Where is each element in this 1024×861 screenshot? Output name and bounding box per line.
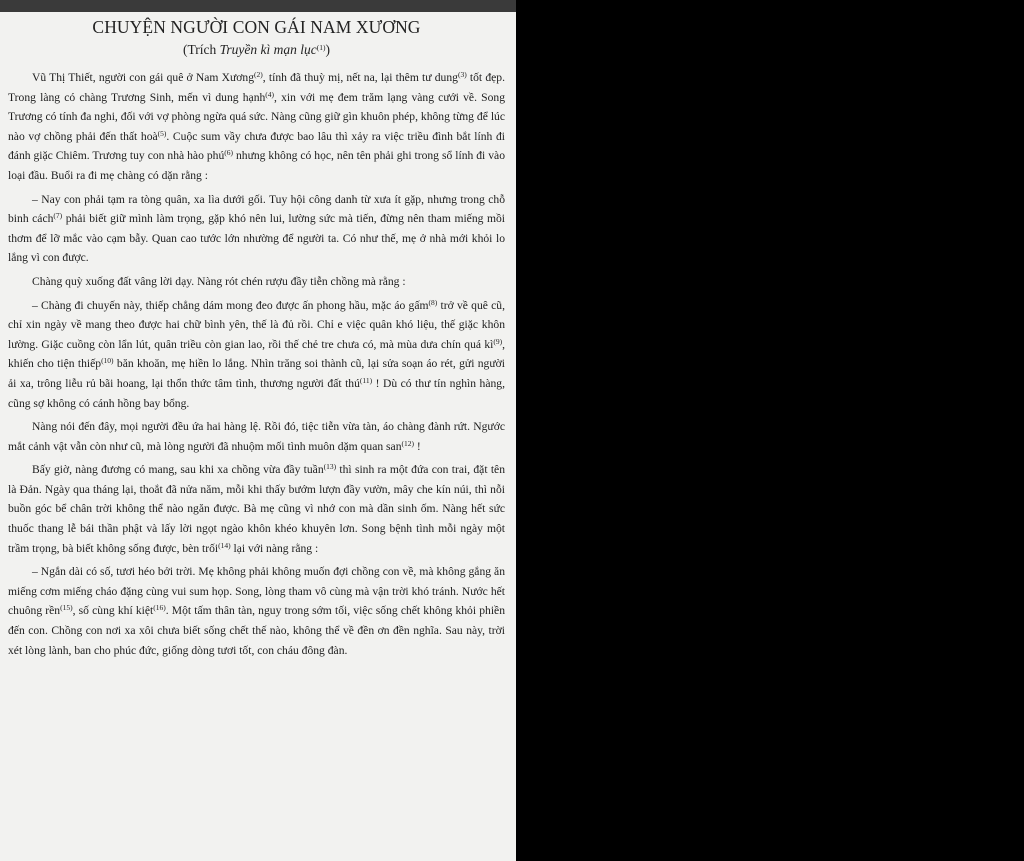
text-run: trở về quê cũ, chỉ xin ngày về mang theo được hai chữ bình yên, thế là đủ rồi. Chỉ e việc quân khó liệu, thế giặc khôn lường. Giặc cuồng còn lẩn lút, quân triều còn gian lao, rồi thế chẻ tre chưa có, mà mùa dưa chín quá kì	[8, 298, 505, 351]
subtitle-prefix: (Trích	[182, 42, 220, 57]
footnote-marker: (5)	[157, 128, 167, 138]
footnote-marker: (15)	[60, 603, 73, 613]
text-run: thì sinh ra một đứa con trai, đặt tên là Đản. Ngày qua tháng lại, thoắt đã nửa năm, mỗi khi thấy bướm lượn đầy vườn, mây che kín núi, thì nỗi buồn góc bể chân trời không thể nào ngăn được. Bà mẹ cũng vì nhớ con mà dần sinh ốm. Nàng hết sức thuốc thang lễ bái thần phật và lấy lời ngọt ngào khôn khéo khuyên lơn. Song bệnh tình mỗi ngày một trầm trọng, bà biết không sống được, bèn trối	[8, 463, 505, 555]
footnote-marker: (12)	[401, 438, 414, 448]
text-run: nhưng không có học, nên tên phải ghi trong sổ lính đi vào loại đầu. Buổi ra đi mẹ chàng có dặn rằng :	[8, 149, 505, 182]
text-run: – Ngắn dài có số, tươi héo bởi trời. Mẹ không phải không muốn đợi chồng con về, mà không gắng ăn miếng cơm miếng cháo đặng cùng vui sum họp. Song, lòng tham vô cùng mà vận trời khó tránh. Nước hết chuông rền	[8, 565, 505, 618]
text-run: Nàng nói đến đây, mọi người đều ứa hai hàng lệ. Rồi đó, tiệc tiễn vừa tàn, áo chàng đành rứt. Ngước mắt cảnh vật vẫn còn như cũ, mà lòng người đã nhuộm mối tình muôn dặm quan san	[8, 420, 505, 453]
top-edge-bar	[0, 0, 516, 12]
paragraph	[8, 190, 505, 268]
black-background-area	[516, 0, 1024, 861]
paragraph	[8, 296, 505, 414]
text-run: , khiến cho tiện thiếp	[8, 337, 505, 371]
text-run: – Nay con phải tạm ra tòng quân, xa lìa dưới gối. Tuy hội công danh từ xưa ít gặp, nhưng trong chỗ binh cách	[8, 192, 505, 226]
text-run: !	[414, 439, 421, 453]
text-run: . Cuộc sum vầy chưa được bao lâu thì xảy ra việc triều đình bắt lính đi đánh giặc Chiêm. Trương tuy con nhà hào phú	[8, 129, 505, 163]
page-subtitle	[8, 41, 505, 59]
footnote-marker: (14)	[218, 540, 231, 550]
subtitle-italic: Truyền kì mạn lục	[219, 42, 317, 57]
text-run: lại với nàng rằng :	[230, 541, 319, 555]
text-run: Bấy giờ, nàng đương có mang, sau khi xa chồng vừa đầy tuần	[32, 463, 324, 477]
text-run: Vũ Thị Thiết, người con gái quê ở Nam Xương	[32, 71, 255, 84]
footnote-marker: (13)	[323, 462, 337, 472]
text-run: , xin với mẹ đem trăm lạng vàng cưới về. Song Trương có tính đa nghi, đối với vợ phòng ngừa quá sức. Nàng cũng giữ gìn khuôn phép, không từng để lúc nào vợ chồng phải đến thất hoà	[8, 90, 505, 143]
paragraph	[8, 460, 505, 558]
subtitle-suffix: )	[325, 42, 330, 57]
text-run: Chàng quỳ xuống đất vâng lời dạy. Nàng rót chén rượu đầy tiễn chồng mà rằng :	[32, 274, 406, 288]
text-run: băn khoăn, mẹ hiền lo lắng. Nhìn trăng soi thành cũ, lại sửa soạn áo rét, gửi người ải xa, trông liễu rủ bãi hoang, lại thổn thức tâm tình, thương người đất thú	[8, 357, 505, 390]
footnote-marker: (6)	[224, 148, 233, 158]
paragraph	[8, 417, 505, 456]
footnote-marker: (9)	[493, 336, 503, 346]
text-run: . Một tấm thân tàn, nguy trong sớm tối, việc sống chết không khỏi phiền đến con. Chồng con nơi xa xôi chưa biết sống chết thế nào, không thể về đền ơn đền nghĩa. Sau này, trời xét lòng lành, ban cho phúc đức, giống dòng tươi tốt, con cháu đông đàn.	[8, 604, 505, 657]
paragraph	[8, 68, 505, 186]
body-text	[8, 68, 505, 660]
subtitle-footnote-marker: (1)	[316, 43, 326, 52]
paragraph	[8, 272, 505, 292]
page-title: CHUYỆN NGƯỜI CON GÁI NAM XƯƠNG	[92, 17, 421, 37]
text-run: phải biết giữ mình làm trọng, gặp khó nên lui, lường sức mà tiến, đừng nên tham miếng mồi thơm để lỡ mắc vào cạm bẫy. Quan cao tước lớn nhường để người ta. Có như thế, mẹ ở nhà mới khỏi lo lắng vì con được.	[8, 212, 506, 265]
footnote-marker: (8)	[428, 297, 438, 307]
text-run: ! Dù có thư tín nghìn hàng, cũng sợ không có cánh hồng bay bổng.	[8, 376, 505, 410]
document-page	[0, 12, 516, 861]
footnote-marker: (2)	[254, 70, 263, 79]
footnote-marker: (4)	[265, 89, 275, 99]
footnote-marker: (7)	[53, 211, 63, 221]
text-run: – Chàng đi chuyến này, thiếp chẳng dám mong đeo được ấn phong hầu, mặc áo gấm	[32, 298, 429, 312]
footnote-marker: (11)	[359, 375, 373, 385]
footnote-marker: (10)	[101, 356, 114, 366]
text-run: , tính đã thuỳ mị, nết na, lại thêm tư dung	[262, 71, 458, 84]
paragraph	[8, 562, 505, 660]
footnote-marker: (16)	[153, 603, 166, 613]
text-run: tốt đẹp. Trong làng có chàng Trương Sinh, mến vì dung hạnh	[8, 71, 505, 104]
footnote-marker: (3)	[457, 70, 467, 79]
text-run: , số cùng khí kiệt	[72, 604, 154, 618]
